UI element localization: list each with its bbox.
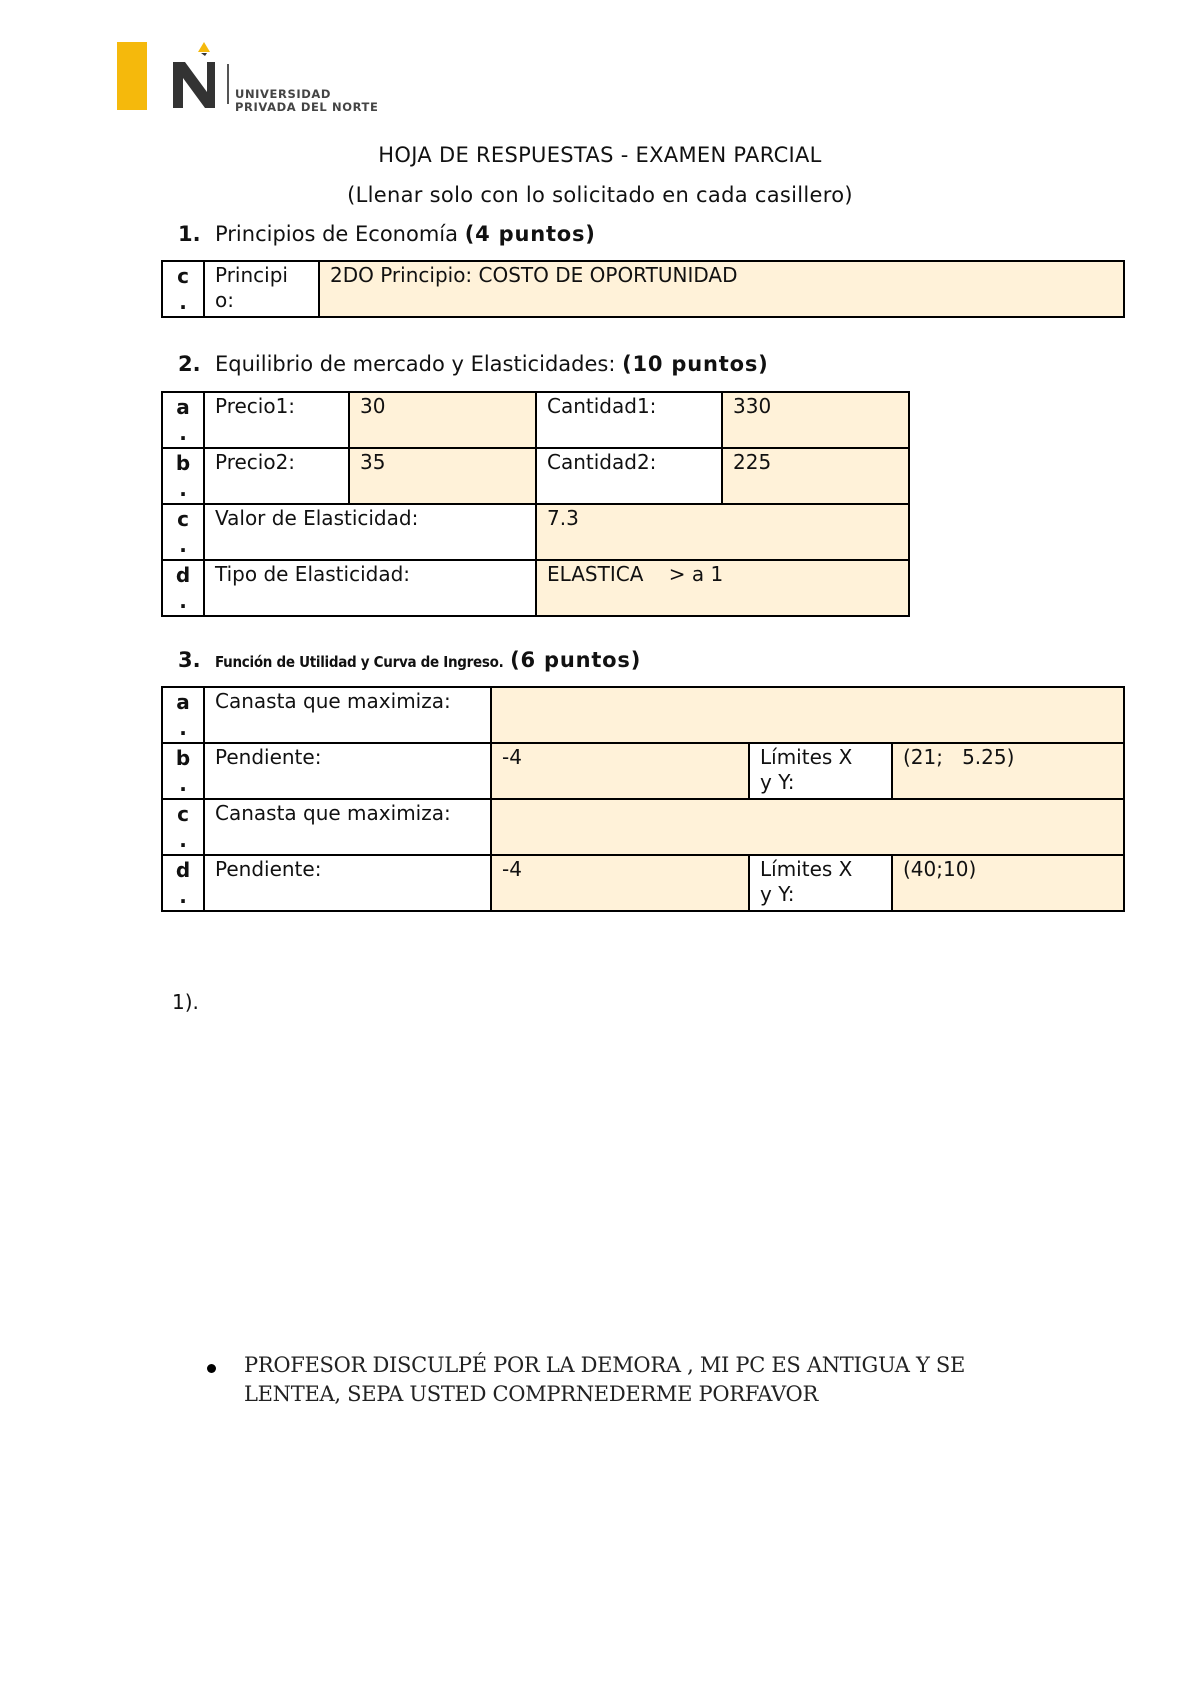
field-label: Canasta que maximiza:	[204, 799, 491, 855]
row-letter: d .	[162, 560, 204, 616]
answer-field[interactable]	[491, 687, 1124, 743]
row-letter: c .	[162, 799, 204, 855]
table-row	[162, 560, 909, 616]
answer-field[interactable]: 330	[722, 392, 909, 448]
section-2-heading	[178, 352, 769, 376]
logo-yellow-bar	[117, 42, 147, 110]
field-label: Canasta que maximiza:	[204, 687, 491, 743]
field-label: Precio1:	[204, 392, 349, 448]
row-letter: b .	[162, 448, 204, 504]
table-row	[162, 448, 909, 504]
section-1-heading	[178, 222, 596, 246]
page-subtitle: (Llenar solo con lo solicitado en cada casillero)	[347, 183, 853, 207]
field-label: Límites X y Y:	[749, 743, 892, 799]
field-label: Cantidad1:	[536, 392, 722, 448]
logo-separator	[227, 64, 229, 104]
table-row	[162, 799, 1124, 855]
answer-note: 1).	[172, 990, 199, 1014]
section-number: 3.	[178, 648, 201, 672]
section-3-table	[161, 686, 1125, 912]
row-letter: d .	[162, 855, 204, 911]
field-label: Cantidad2:	[536, 448, 722, 504]
logo-line-1: UNIVERSIDAD	[235, 87, 332, 101]
section-points: (10 puntos)	[622, 352, 769, 376]
answer-field[interactable]: (40;10)	[892, 855, 1124, 911]
answer-field[interactable]: 30	[349, 392, 536, 448]
section-points: (4 puntos)	[464, 222, 596, 246]
answer-field[interactable]: -4	[491, 743, 749, 799]
table-row	[162, 743, 1124, 799]
logo-line-2: PRIVADA DEL NORTE	[235, 100, 379, 114]
section-label: Principios de Economía	[215, 222, 458, 246]
table-row	[162, 687, 1124, 743]
table-row	[162, 392, 909, 448]
field-label: Límites X y Y:	[749, 855, 892, 911]
answer-field[interactable]	[491, 799, 1124, 855]
field-label: Pendiente:	[204, 743, 491, 799]
bullet-icon	[207, 1364, 216, 1373]
answer-field[interactable]: 2DO Principio: COSTO DE OPORTUNIDAD	[319, 261, 1124, 317]
logo-text	[235, 88, 378, 114]
section-points: (6 puntos)	[510, 648, 642, 672]
page-title: HOJA DE RESPUESTAS - EXAMEN PARCIAL	[378, 143, 822, 167]
answer-field[interactable]: 7.3	[536, 504, 909, 560]
section-3-heading	[178, 648, 641, 672]
section-number: 2.	[178, 352, 201, 376]
section-label: Equilibrio de mercado y Elasticidades:	[215, 352, 616, 376]
field-label: Valor de Elasticidad:	[204, 504, 536, 560]
field-label: Tipo de Elasticidad:	[204, 560, 536, 616]
answer-field[interactable]: 35	[349, 448, 536, 504]
answer-field[interactable]: 225	[722, 448, 909, 504]
logo-n-mark-icon	[171, 42, 226, 112]
university-logo	[117, 42, 417, 112]
row-letter: c .	[162, 504, 204, 560]
table-row	[162, 855, 1124, 911]
section-1-table	[161, 260, 1125, 318]
section-number: 1.	[178, 222, 201, 246]
answer-field[interactable]: -4	[491, 855, 749, 911]
row-letter: b .	[162, 743, 204, 799]
table-row	[162, 261, 1124, 317]
section-label: Función de Utilidad y Curva de Ingreso.	[215, 653, 504, 671]
section-2-table	[161, 391, 910, 617]
row-letter: c .	[162, 261, 204, 317]
field-label: Principi o:	[204, 261, 319, 317]
row-letter: a .	[162, 392, 204, 448]
row-letter: a .	[162, 687, 204, 743]
bullet-message: PROFESOR DISCULPÉ POR LA DEMORA , MI PC ES ANTIGUA Y SE LENTEA, SEPA USTED COMPRNEDERME PORFAVOR	[244, 1353, 966, 1406]
answer-field[interactable]: ELASTICA > a 1	[536, 560, 909, 616]
field-label: Precio2:	[204, 448, 349, 504]
field-label: Pendiente:	[204, 855, 491, 911]
table-row	[162, 504, 909, 560]
answer-field[interactable]: (21; 5.25)	[892, 743, 1124, 799]
